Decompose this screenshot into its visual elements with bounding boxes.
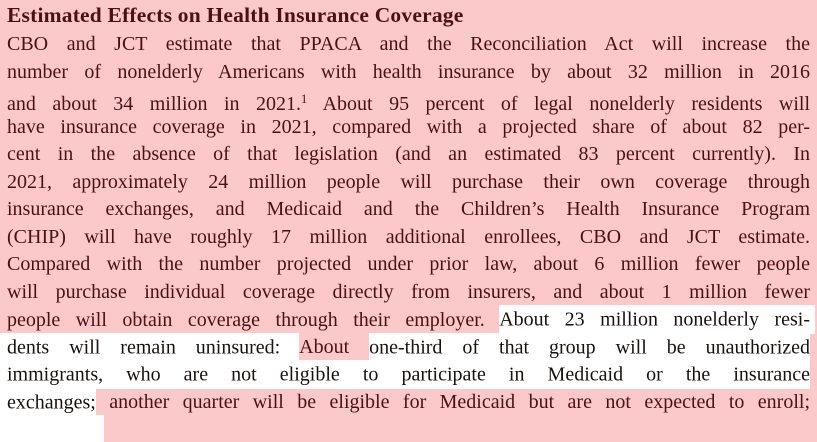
- highlighted-text-segment: immigrants, who are not eligible to participate in Medicaid or the insurance: [0, 360, 810, 389]
- text-segment: Compared with the number projected under prior law, about 6 million fewer people: [7, 253, 810, 276]
- text-segment: number of nonelderly Americans with health insurance by about 32 million in 2016: [7, 60, 810, 83]
- text-segment: 2021, approximately 24 million people will purchase their own coverage through: [7, 170, 810, 193]
- text-segment: and about 34 million in 2021.: [7, 93, 301, 116]
- text-line: [7, 114, 810, 142]
- text-line: [7, 362, 810, 390]
- text-segment: another quarter will be eligible for Medicaid but are not expected to enroll;: [95, 391, 810, 414]
- text-segment: About 95 percent of legal nonelderly residents will: [307, 93, 810, 116]
- text-line: [7, 251, 810, 279]
- text-line: [7, 31, 810, 59]
- section-heading: Estimated Effects on Health Insurance Coverage: [7, 3, 464, 27]
- text-segment: About: [299, 336, 370, 359]
- text-line: [7, 224, 810, 252]
- text-segment: people will obtain coverage through their employer.: [7, 308, 500, 331]
- text-line: [7, 141, 810, 169]
- text-line: [7, 279, 810, 307]
- text-segment: cent in the absence of that legislation (and an estimated 83 percent currently). In: [7, 143, 810, 166]
- highlighted-text-segment: About 23 million nonelderly resi-: [499, 305, 815, 334]
- selection-highlight-block: [0, 415, 104, 442]
- highlighted-text-segment: dents will remain uninsured:: [0, 333, 299, 362]
- text-line: [7, 389, 810, 417]
- text-line: [7, 334, 810, 362]
- text-segment: have insurance coverage in 2021, compared with a projected share of about 82 per-: [7, 115, 810, 138]
- text-line: [7, 169, 810, 197]
- text-segment: will purchase individual coverage directly from insurers, and about 1 million fewer: [7, 280, 810, 303]
- footnote-reference: 1: [301, 92, 308, 107]
- text-line: [7, 307, 810, 335]
- highlighted-text-segment: exchanges;: [0, 388, 96, 417]
- text-line: [7, 86, 810, 114]
- text-line: [7, 196, 810, 224]
- text-segment: insurance exchanges, and Medicaid and the Children’s Health Insurance Program: [7, 198, 810, 221]
- text-line: [7, 59, 810, 87]
- text-segment: (CHIP) will have roughly 17 million additional enrollees, CBO and JCT estimate.: [7, 225, 810, 248]
- highlighted-text-segment: one-third of that group will be unauthorized: [369, 333, 810, 362]
- text-segment: CBO and JCT estimate that PPACA and the Reconciliation Act will increase the: [7, 33, 810, 55]
